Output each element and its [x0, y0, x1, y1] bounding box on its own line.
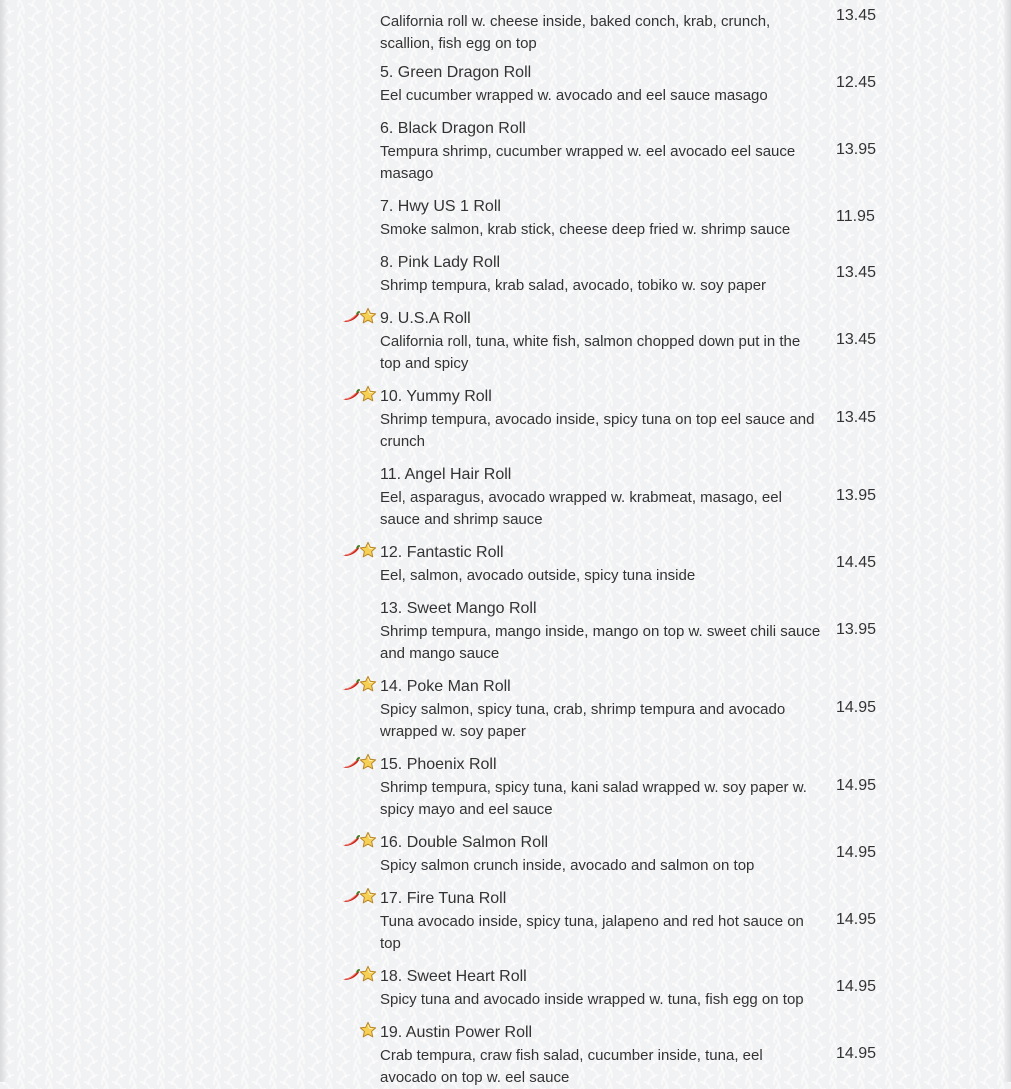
item-name: 10. Yummy Roll — [380, 388, 492, 405]
star-icon — [359, 965, 377, 983]
item-content — [380, 676, 822, 743]
item-name: 16. Double Salmon Roll — [380, 834, 549, 851]
item-price: 11.95 — [836, 208, 875, 225]
item-content — [380, 598, 822, 665]
star-icon — [359, 307, 377, 325]
item-description: Spicy salmon crunch inside, avocado and salmon on top — [380, 857, 755, 874]
item-price: 13.95 — [836, 621, 877, 638]
item-description: Eel, asparagus, avocado wrapped w. krabmeat, masago, eel sauce and shrimp sauce — [380, 489, 782, 528]
item-price: 14.95 — [836, 978, 877, 995]
star-icon — [359, 385, 377, 403]
item-name: 8. Pink Lady Roll — [380, 254, 501, 271]
item-description: Shrimp tempura, mango inside, mango on top w. sweet chili sauce and mango sauce — [380, 623, 821, 662]
chili-pepper-icon — [342, 388, 360, 400]
item-icons — [340, 1021, 380, 1041]
item-name: 6. Black Dragon Roll — [380, 120, 526, 137]
item-name: 11. Angel Hair Roll — [380, 466, 512, 483]
item-price: 12.45 — [836, 74, 877, 91]
item-icons — [340, 887, 380, 907]
item-content — [380, 252, 822, 297]
item-content — [380, 308, 822, 375]
item-description: Shrimp tempura, avocado inside, spicy tuna on top eel sauce and crunch — [380, 411, 815, 450]
item-icons — [340, 675, 380, 695]
item-name: 9. U.S.A Roll — [380, 310, 471, 327]
item-icons — [340, 385, 380, 405]
item-price: 14.95 — [836, 699, 877, 716]
item-description: Eel, salmon, avocado outside, spicy tuna inside — [380, 567, 696, 584]
chili-pepper-icon — [342, 968, 360, 980]
star-icon — [359, 887, 377, 905]
item-icons — [340, 831, 380, 851]
star-icon — [359, 1021, 377, 1039]
item-content — [380, 888, 822, 955]
item-name: 12. Fantastic Roll — [380, 544, 504, 561]
item-price: 14.95 — [836, 1045, 877, 1062]
item-price: 13.95 — [836, 487, 877, 504]
chili-pepper-icon — [342, 678, 360, 690]
item-price: 13.45 — [836, 264, 877, 281]
item-description: Tempura shrimp, cucumber wrapped w. eel avocado eel sauce masago — [380, 143, 796, 182]
chili-pepper-icon — [342, 310, 360, 322]
item-description: Crab tempura, craw fish salad, cucumber inside, tuna, eel avocado on top w. eel sauce — [380, 1047, 763, 1086]
item-icons — [340, 541, 380, 561]
chili-pepper-icon — [342, 756, 360, 768]
item-icons — [340, 307, 380, 327]
item-description: California roll, tuna, white fish, salmon chopped down put in the top and spicy — [380, 333, 801, 372]
item-price: 14.95 — [836, 911, 877, 928]
item-description: Smoke salmon, krab stick, cheese deep fried w. shrimp sauce — [380, 221, 791, 238]
item-price: 13.45 — [836, 409, 877, 426]
item-description: Tuna avocado inside, spicy tuna, jalapeno and red hot sauce on top — [380, 913, 804, 952]
item-content — [380, 196, 822, 241]
item-name: 5. Green Dragon Roll — [380, 64, 532, 81]
item-price: 13.45 — [836, 7, 877, 24]
item-content — [380, 542, 822, 587]
star-icon — [359, 753, 377, 771]
item-price: 13.45 — [836, 331, 877, 348]
item-icons — [340, 753, 380, 773]
star-icon — [359, 831, 377, 849]
item-name: 14. Poke Man Roll — [380, 678, 511, 695]
item-description: Eel cucumber wrapped w. avocado and eel sauce masago — [380, 87, 768, 104]
star-icon — [359, 675, 377, 693]
item-content — [380, 464, 822, 531]
item-description: Spicy salmon, spicy tuna, crab, shrimp tempura and avocado wrapped w. soy paper — [380, 701, 786, 740]
item-description: California roll w. cheese inside, baked conch, krab, crunch, scallion, fish egg on top — [380, 13, 771, 52]
item-content — [380, 754, 822, 821]
item-price: 13.95 — [836, 141, 877, 158]
item-name: 18. Sweet Heart Roll — [380, 968, 527, 985]
page-edge-left — [0, 0, 8, 1082]
item-content — [380, 10, 822, 55]
item-content — [380, 118, 822, 185]
item-name: 15. Phoenix Roll — [380, 756, 497, 773]
item-name: 19. Austin Power Roll — [380, 1024, 533, 1041]
item-name: 7. Hwy US 1 Roll — [380, 198, 501, 215]
item-description: Shrimp tempura, krab salad, avocado, tobiko w. soy paper — [380, 277, 767, 294]
chili-pepper-icon — [342, 544, 360, 556]
item-content — [380, 1022, 822, 1089]
item-icons — [340, 965, 380, 985]
item-content — [380, 62, 822, 107]
item-price: 14.45 — [836, 554, 877, 571]
star-icon — [359, 541, 377, 559]
item-content — [380, 386, 822, 453]
item-price: 14.95 — [836, 777, 877, 794]
item-content — [380, 832, 822, 877]
page-edge-right — [1003, 0, 1011, 1082]
item-content — [380, 966, 822, 1011]
item-name: 17. Fire Tuna Roll — [380, 890, 507, 907]
item-price: 14.95 — [836, 844, 877, 861]
chili-pepper-icon — [342, 890, 360, 902]
item-description: Shrimp tempura, spicy tuna, kani salad wrapped w. soy paper w. spicy mayo and eel sauce — [380, 779, 807, 818]
item-name: 13. Sweet Mango Roll — [380, 600, 537, 617]
item-description: Spicy tuna and avocado inside wrapped w. tuna, fish egg on top — [380, 991, 804, 1008]
chili-pepper-icon — [342, 834, 360, 846]
